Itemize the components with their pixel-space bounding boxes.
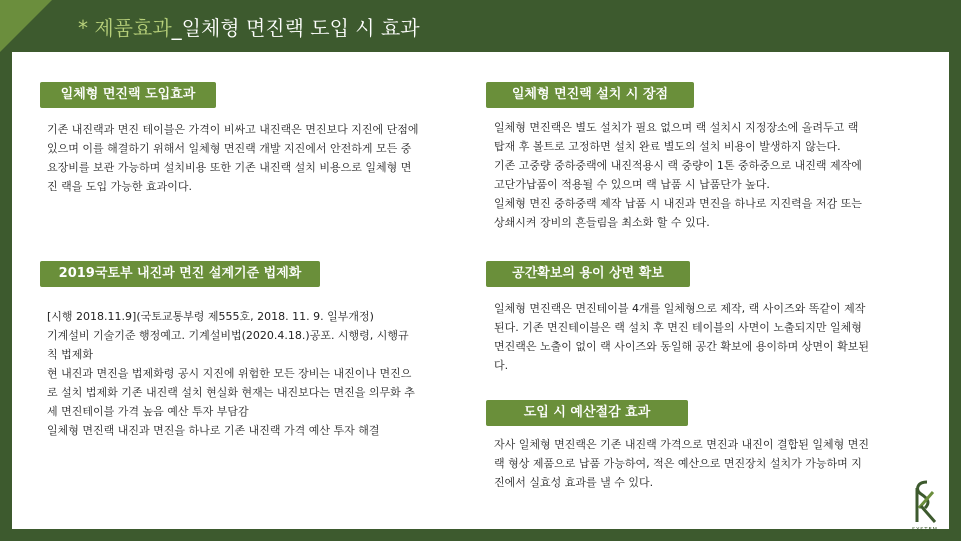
page-title [78, 12, 420, 41]
paragraph: 일체형 면진 중하중랙 제작 납품 시 내진과 면진을 하나로 지진력을 저감 또는 상쇄시켜 장비의 흔들림을 최소화 할 수 있다. [494, 197, 862, 229]
paragraph: 자사 일체형 면진랙은 기존 내진랙 가격으로 면진과 내진이 결합된 일체형 면진랙 형상 제품으로 납품 가능하여, 적은 예산으로 면진장치 설치가 가능하며 지진에서 실효성 효과를 낼 수 있다. [494, 438, 869, 489]
section-label-budget-saving: 도입 시 예산절감 효과 [486, 400, 688, 426]
paragraph: 일체형 면진랙 내진과 면진을 하나로 기존 내진랙 가격 예산 투자 해결 [47, 424, 380, 437]
paragraph: 일체형 면진랙은 면진테이블 4개를 일체형으로 제작, 랙 사이즈와 똑같이 제작된다. 기존 면진테이블은 랙 설치 후 면진 테이블의 사면이 노출되지만 일체형 면진랙은 노출이 없이 랙 사이즈와 동일해 공간 확보에 용이하며 상면이 확보된다. [494, 302, 869, 372]
section-body-space-securing [494, 299, 870, 375]
section-body-installation-advantages [494, 118, 870, 232]
section-label-space-securing: 공간확보의 용이 상면 확보 [486, 261, 690, 287]
paragraph: 기계설비 기술기준 행정예고. 기계설비법(2020.4.18.)공포. 시행령, 시행규칙 법제화 [47, 329, 409, 361]
section-body-legislation [47, 307, 419, 440]
paragraph: 일체형 면진랙은 별도 설치가 필요 없으며 랙 설치시 지정장소에 올려두고 랙 탑재 후 볼트로 고정하면 설치 완료 별도의 설치 비용이 발생하지 않는다. [494, 121, 859, 153]
paragraph: 기존 내진랙과 면진 테이블은 가격이 비싸고 내진랙은 면진보다 지진에 단점에 있으며 이를 해결하기 위해서 일체형 면진랙 개발 지진에서 안전하게 모든 중요장비를 보관 가능하며 설치비용 또한 기존 내진랙 설치 비용으로 일체형 면진 랙을 도입 가능한 효과이다. [47, 123, 419, 193]
section-body-adoption-effect [47, 120, 419, 196]
header-bar [0, 0, 961, 52]
paragraph: 현 내진과 면진을 법제화령 공시 지진에 위험한 모든 장비는 내진이나 면진으로 설치 법제화 기존 내진랙 설치 현실화 현재는 내진보다는 면진을 의무화 추세 면진테이블 가격 높음 예산 투자 부담감 [47, 367, 415, 418]
paragraph: [시행 2018.11.9](국토교통부령 제555호, 2018. 11. 9. 일부개정) [47, 310, 374, 323]
paragraph: 기존 고중량 중하중랙에 내진적용시 랙 중량이 1톤 중하중으로 내진랙 제작에 고단가납품이 적용될 수 있으며 랙 납품 시 납품단가 높다. [494, 159, 862, 191]
page-title-main: _일체형 면진랙 도입 시 효과 [171, 16, 420, 40]
section-label-installation-advantages: 일체형 면진랙 설치 시 장점 [486, 82, 694, 108]
section-body-budget-saving [494, 435, 870, 492]
logo-text: SYSTEM [912, 527, 938, 533]
section-label-adoption-effect: 일체형 면진랙 도입효과 [40, 82, 216, 108]
page-title-prefix: * 제품효과 [78, 16, 172, 40]
corner-triangle-decoration [0, 0, 52, 52]
section-label-legislation: 2019국토부 내진과 면진 설계기준 법제화 [40, 261, 320, 287]
